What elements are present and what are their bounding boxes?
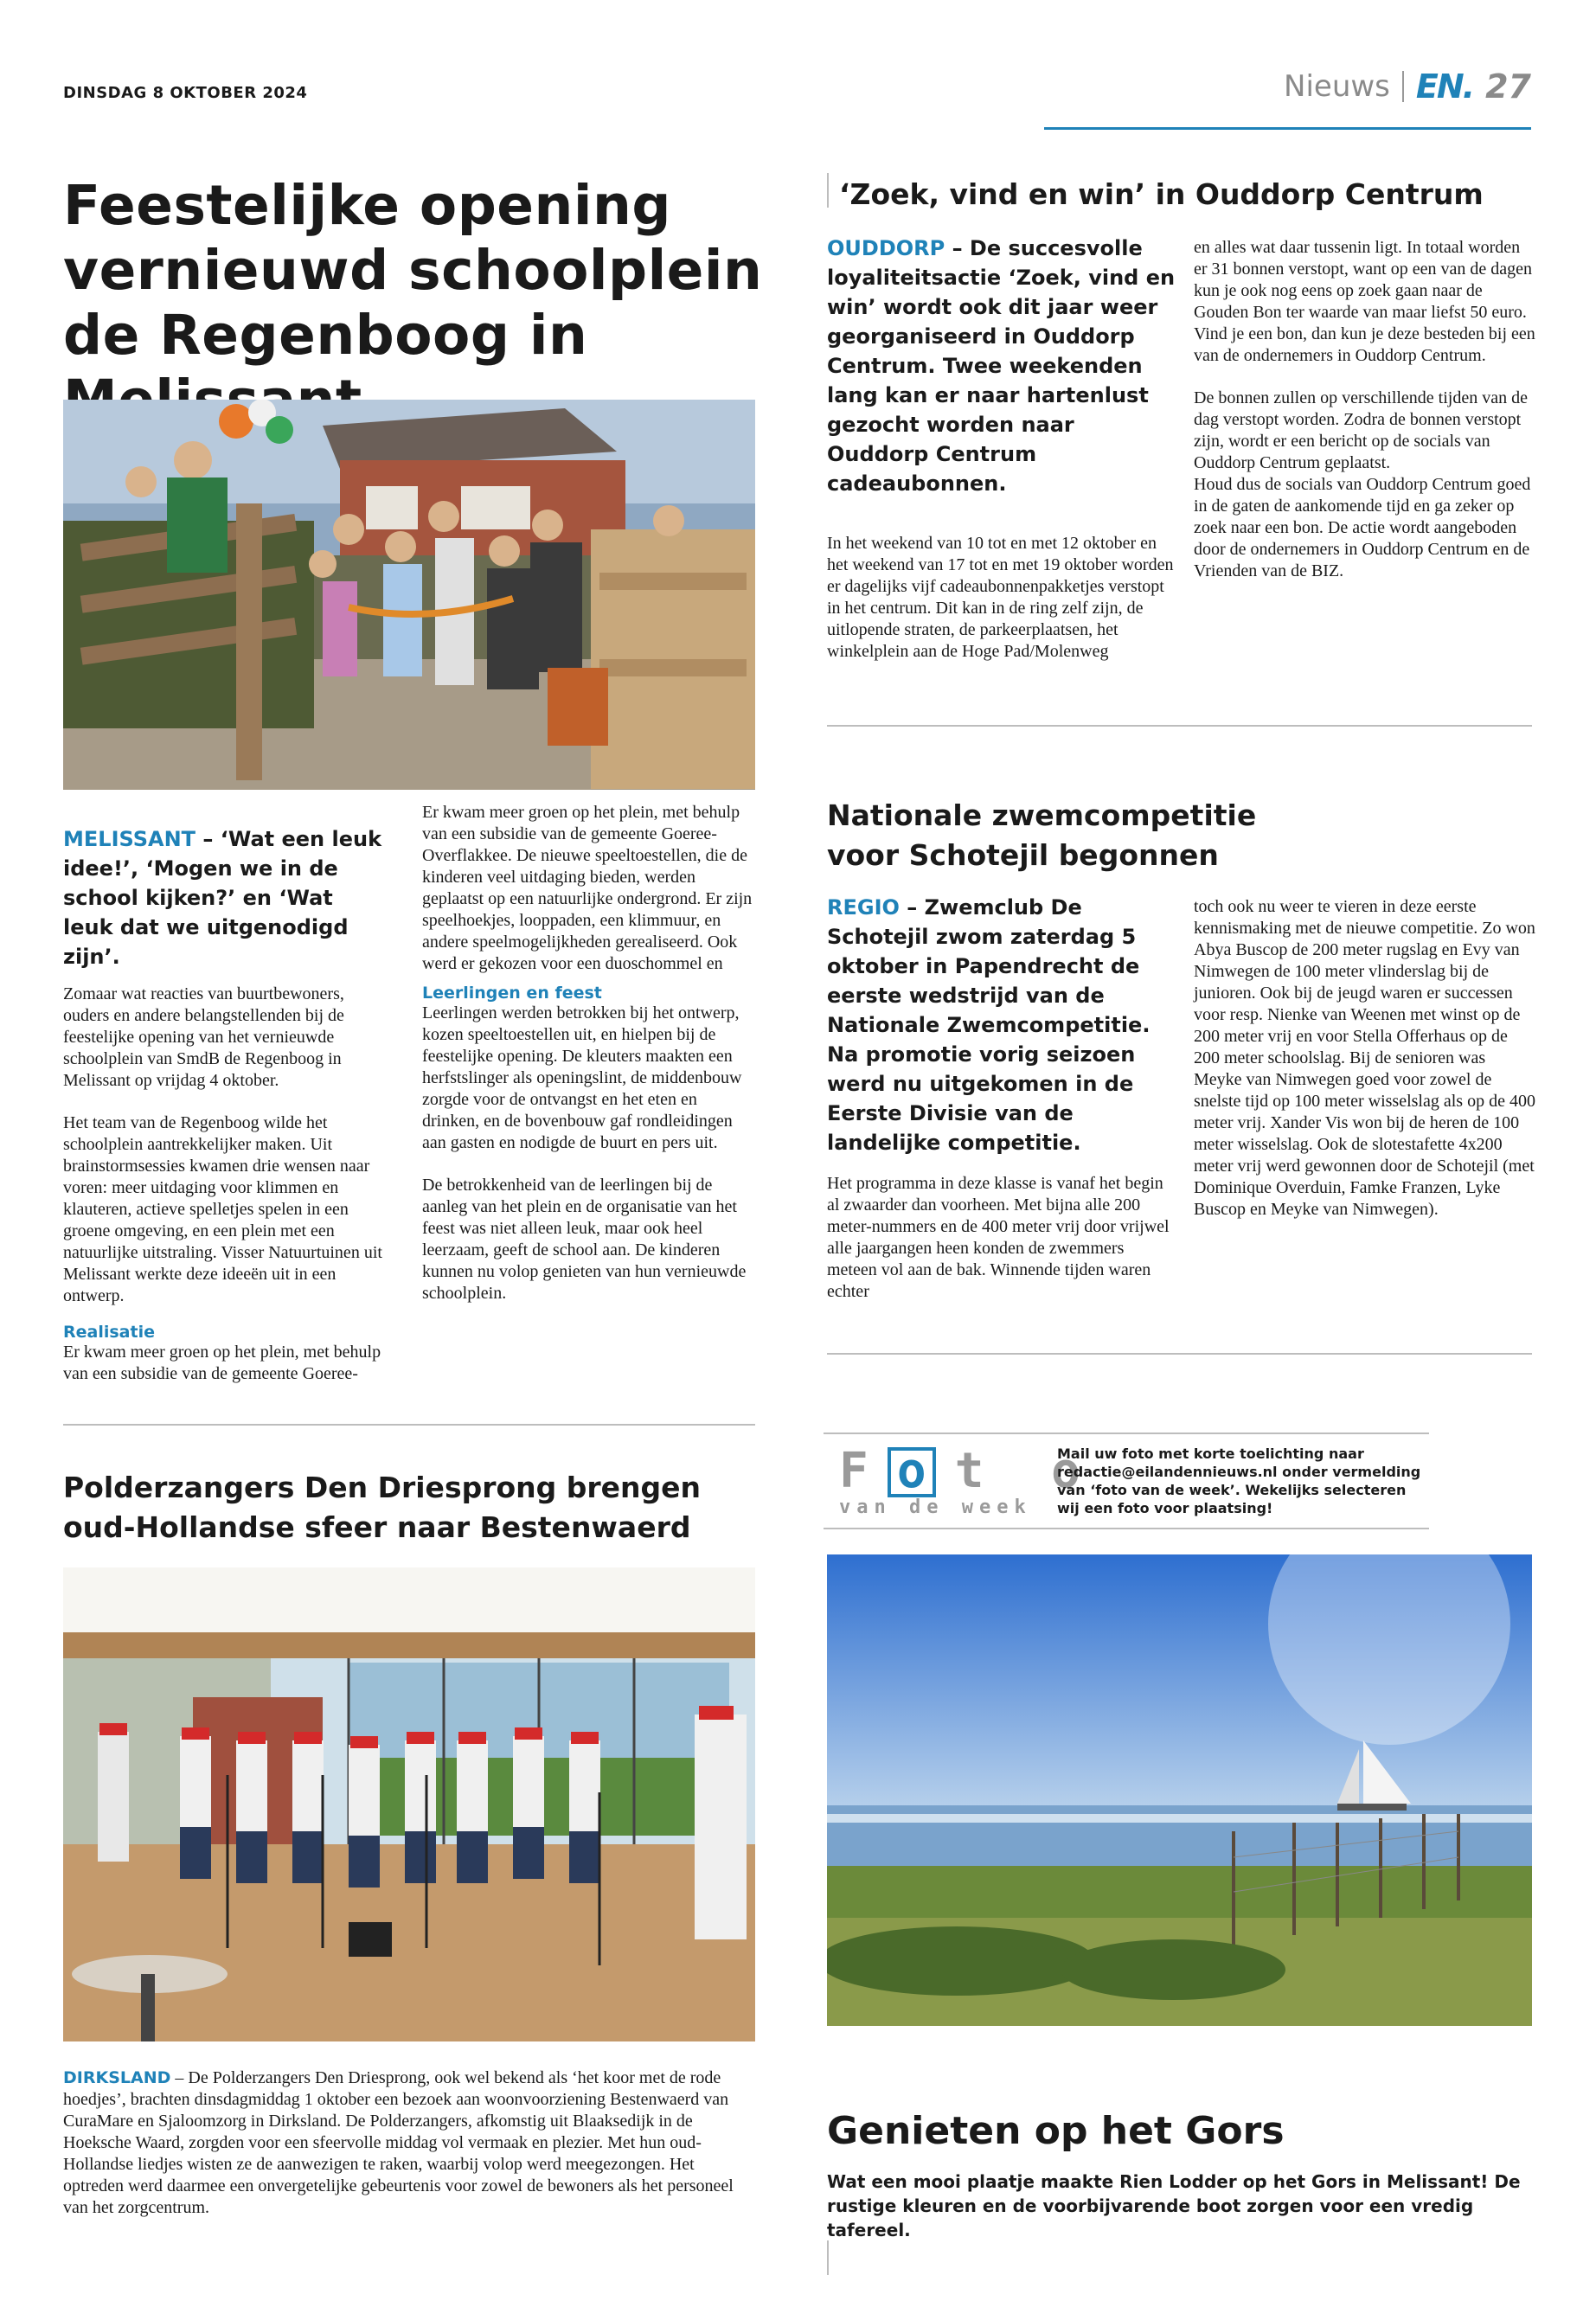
ouddorp-lead xyxy=(827,234,1177,498)
header-divider xyxy=(1402,71,1404,102)
subhead-leerlingen: Leerlingen en feest xyxy=(422,984,602,1003)
page-header xyxy=(1284,67,1531,106)
divider xyxy=(827,1353,1532,1355)
singers-performing-photo-icon xyxy=(63,1567,755,2041)
zwem-lead-text: – Zwemclub De Schotejil zwom zaterdag 5 oktober in Papendrecht de eerste wedstrijd van de Nationale Zwemcompetitie. Na promotie vorig seizoen werd nu uitgekomen in de Eerste Divisie van de landelijke competitie. xyxy=(827,895,1151,1155)
polderzangers-body: – De Polderzangers Den Driesprong, ook wel bekend als ‘het koor met de rode hoedjes’, brachten dinsdagmiddag 1 oktober een bezoek aan woonvoorziening Bestenwaerd van CuraMare en Sjaloomzorg in Dirksland. De Polderzangers, afkomstig uit Blaaksedijk in de Hoeksche Waard, zorgden voor een sfeervolle middag vol vermaak en plezier. Met hun oud-Hollandse liedjes wisten ze de aanwezigen te raken, waarbij volop werd meegezongen. Het optreden werd daarmee een onvergetelijke gebeurtenis voor zowel de bewoners als het personeel van het zorgcentrum. xyxy=(63,2068,734,2217)
foto-van-de-week-box xyxy=(824,1433,1429,1529)
headline-gors: Genieten op het Gors xyxy=(827,2109,1285,2153)
dateline-ouddorp: OUDDORP xyxy=(827,236,945,260)
gors-caption: Wat een mooi plaatje maakte Rien Lodder op het Gors in Melissant! De rustige kleuren en de voorbijvarende boot zorgen voor een vredig tafereel. xyxy=(827,2171,1521,2240)
column-tick xyxy=(827,173,829,208)
zwem-lead xyxy=(827,893,1173,1157)
column-tick xyxy=(827,2240,829,2275)
divider xyxy=(63,1424,755,1426)
header-rule xyxy=(1044,127,1531,130)
children-cutting-ribbon-photo-icon xyxy=(63,400,755,790)
schoolplein-lead xyxy=(63,824,389,971)
ouddorp-lead-text: – De succesvolle loyaliteitsactie ‘Zoek, vind en win’ wordt ook dit jaar weer georganiseerd in Ouddorp Centrum. Twee weekenden lang kan er naar hartenlust gezocht worden naar Ouddorp Centrum cadeaubonnen. xyxy=(827,236,1176,496)
schoolplein-paragraph: Leerlingen werden betrokken bij het ontwerp, kozen speeltoestellen uit, en hielpen bij de feestelijke opening. De kleuters maakten een herfstslinger als openingslint, de middenbouw zorgde voor de ontvangst en het eten en drinken, en de bovenbouw gaf rondleidingen aan gasten en nodigde de buurt en pers uit. xyxy=(422,1003,742,1152)
dateline-regio: REGIO xyxy=(827,895,900,920)
headline-schoolplein: Feestelijke opening vernieuwd schoolplein de Regenboog in xyxy=(63,174,763,367)
divider xyxy=(827,725,1532,727)
zwem-col-2 xyxy=(1194,896,1535,1221)
schoolplein-col-2 xyxy=(422,803,756,1304)
headline-polderzangers: Polderzangers Den Driesprong brengen oud-Hollandse sfeer naar Bestenwaerd xyxy=(63,1471,702,1544)
foto-logo-f: F xyxy=(839,1443,888,1499)
headline-ouddorp: ‘Zoek, vind en win’ in Ouddorp Centrum xyxy=(839,177,1484,211)
headline-zwemcompetitie: Nationale zwemcompetitie voor Schotejil begonnen xyxy=(827,798,1257,872)
schoolplein-paragraph: De betrokkenheid van de leerlingen bij de aanleg van het plein en de organisatie van het feest was niet alleen leuk, maar ook heel leerzaam, geeft de school aan. De kinderen kunnen nu volop genieten van hun vernieuwde schoolplein. xyxy=(422,1176,747,1303)
foto-mail-instructions: Mail uw foto met korte toelichting naar redactie@eilandennieuws.nl onder vermelding van ‘foto van de week’. Wekelijks selecteren wij een foto voor plaatsing! xyxy=(1057,1445,1421,1516)
polderzangers-text xyxy=(63,2067,755,2219)
schoolplein-paragraph: Het team van de Regenboog wilde het schoolplein aantrekkelijker maken. Uit brainstormsessies kwamen drie wensen naar voren: meer uitdaging voor klimmen en klauteren, actieve spelletjes spelen in een groene omgeving, en een plein met een natuurlijke uitstraling. Visser Natuurtuinen uit Melissant werkte deze ideeën uit in een ontwerp. xyxy=(63,1113,382,1305)
foto-logo-subtitle: van de week xyxy=(839,1497,1032,1518)
polderzangers-photo xyxy=(63,1567,755,2041)
ouddorp-col-1 xyxy=(827,234,1177,663)
foto-logo-o: o xyxy=(888,1447,936,1497)
en-logo[interactable]: EN. xyxy=(1415,67,1474,106)
sailboat-lake-photo-icon xyxy=(827,1554,1532,2026)
zwem-paragraph: Het programma in deze klasse is vanaf het begin al zwaarder dan voorheen. Met bijna alle 200 meter-nummers en de 400 meter vrij door vrijwel alle jaargangen heen konden de zwemmers meteen vol aan de bak. Winnende tijden waren echter xyxy=(827,1174,1170,1301)
gors-photo xyxy=(827,1554,1532,2026)
foto-logo-rest: t o xyxy=(954,1443,1099,1499)
schoolplein-col-1 xyxy=(63,824,389,1385)
ouddorp-paragraph: In het weekend van 10 tot en met 12 oktober en het weekend van 17 tot en met 19 oktober worden er dagelijks vijf cadeaubonnenpakketjes verstopt in het centrum. Dit kan in de ring zelf zijn, de uitlopende straten, de parkeerplaatsen, het winkelplein aan de Hoge Pad/Molenweg xyxy=(827,534,1174,661)
issue-date: DINSDAG 8 OKTOBER 2024 xyxy=(63,84,308,102)
ouddorp-col-2 xyxy=(1194,237,1535,582)
section-label[interactable]: Nieuws xyxy=(1284,69,1390,104)
schoolplein-paragraph: Zomaar wat reacties van buurtbewoners, ouders en andere belangstellenden bij de feestelijke opening van het vernieuwde schoolplein van SmdB de Regenboog in Melissant op vrijdag 4 oktober. xyxy=(63,984,344,1090)
zwem-col-1 xyxy=(827,893,1173,1303)
ouddorp-paragraph: De bonnen zullen op verschillende tijden van de dag verstopt worden. Zodra de bonnen verstopt zijn, wordt er een bericht op de socials van Ouddorp Centrum geplaatst. xyxy=(1194,388,1528,472)
schoolplein-paragraph-cont: Er kwam meer groen op het plein, met behulp van een subsidie van de gemeente Goeree-Overflakkee. De nieuwe speeltoestellen, die de kinderen veel uitdaging bieden, werden geplaatst op een natuurlijke ondergrond. Er zijn speelhoekjes, looppaden, een klimmuur, en andere speelmogelijkheden gerealiseerd. Ook werd er gekozen voor een duoschommel en xyxy=(422,803,753,973)
ouddorp-paragraph: en alles wat daar tussenin ligt. In totaal worden er 31 bonnen verstopt, want op een van de dagen kun je ook nog eens op zoek gaan naar de Gouden Bon ter waarde van maar liefst 50 euro. Vind je een bon, dan kun je deze besteden bij een van de ondernemers in Ouddorp Centrum. xyxy=(1194,238,1535,365)
page-number: 27 xyxy=(1485,67,1531,106)
subhead-realisatie: Realisatie xyxy=(63,1323,155,1342)
children-ribbon-photo xyxy=(63,400,755,790)
zwem-paragraph: toch ook nu weer te vieren in deze eerste kennismaking met de nieuwe competitie. Zo won Abya Buscop de 200 meter rugslag en Evy van Nimwegen de 100 meter vlinderslag bij de junioren. Ook bij de jeugd waren er successen voor resp. Nienke van Weenen met winst op de 200 meter vrij en voor Stella Offerhaus op de 200 meter schoolslag. Bij de senioren was Meyke van Nimwegen goed voor zowel de snelste tijd op 100 meter wisselslag als op de 400 meter vrij. Xander Vis won bij de heren de 100 meter wisselslag. Ook de slotestafette 4x200 meter vrij werd gewonnen door de Schotejil (met Dominique Overduin, Famke Franzen, Lyke Buscop en Meyke van Nimwegen). xyxy=(1194,897,1535,1219)
schoolplein-lead-text: – ‘Wat een leuk idee!’, ‘Mogen we in de school kijken?’ en ‘Wat leuk dat we uitgenodigd zijn’. xyxy=(63,827,382,969)
dateline-dirksland: DIRKSLAND xyxy=(63,2068,171,2087)
schoolplein-paragraph-start: Er kwam meer groen op het plein, met behulp van een subsidie van de gemeente Goeree- xyxy=(63,1343,381,1383)
ouddorp-paragraph: Houd dus de socials van Ouddorp Centrum goed in de gaten de aankomende tijd en ga zeker op zoek naar een bon. De actie wordt aangeboden door de ondernemers in Ouddorp Centrum en de Vrienden van de BIZ. xyxy=(1194,475,1531,580)
dateline-melissant: MELISSANT xyxy=(63,827,196,851)
